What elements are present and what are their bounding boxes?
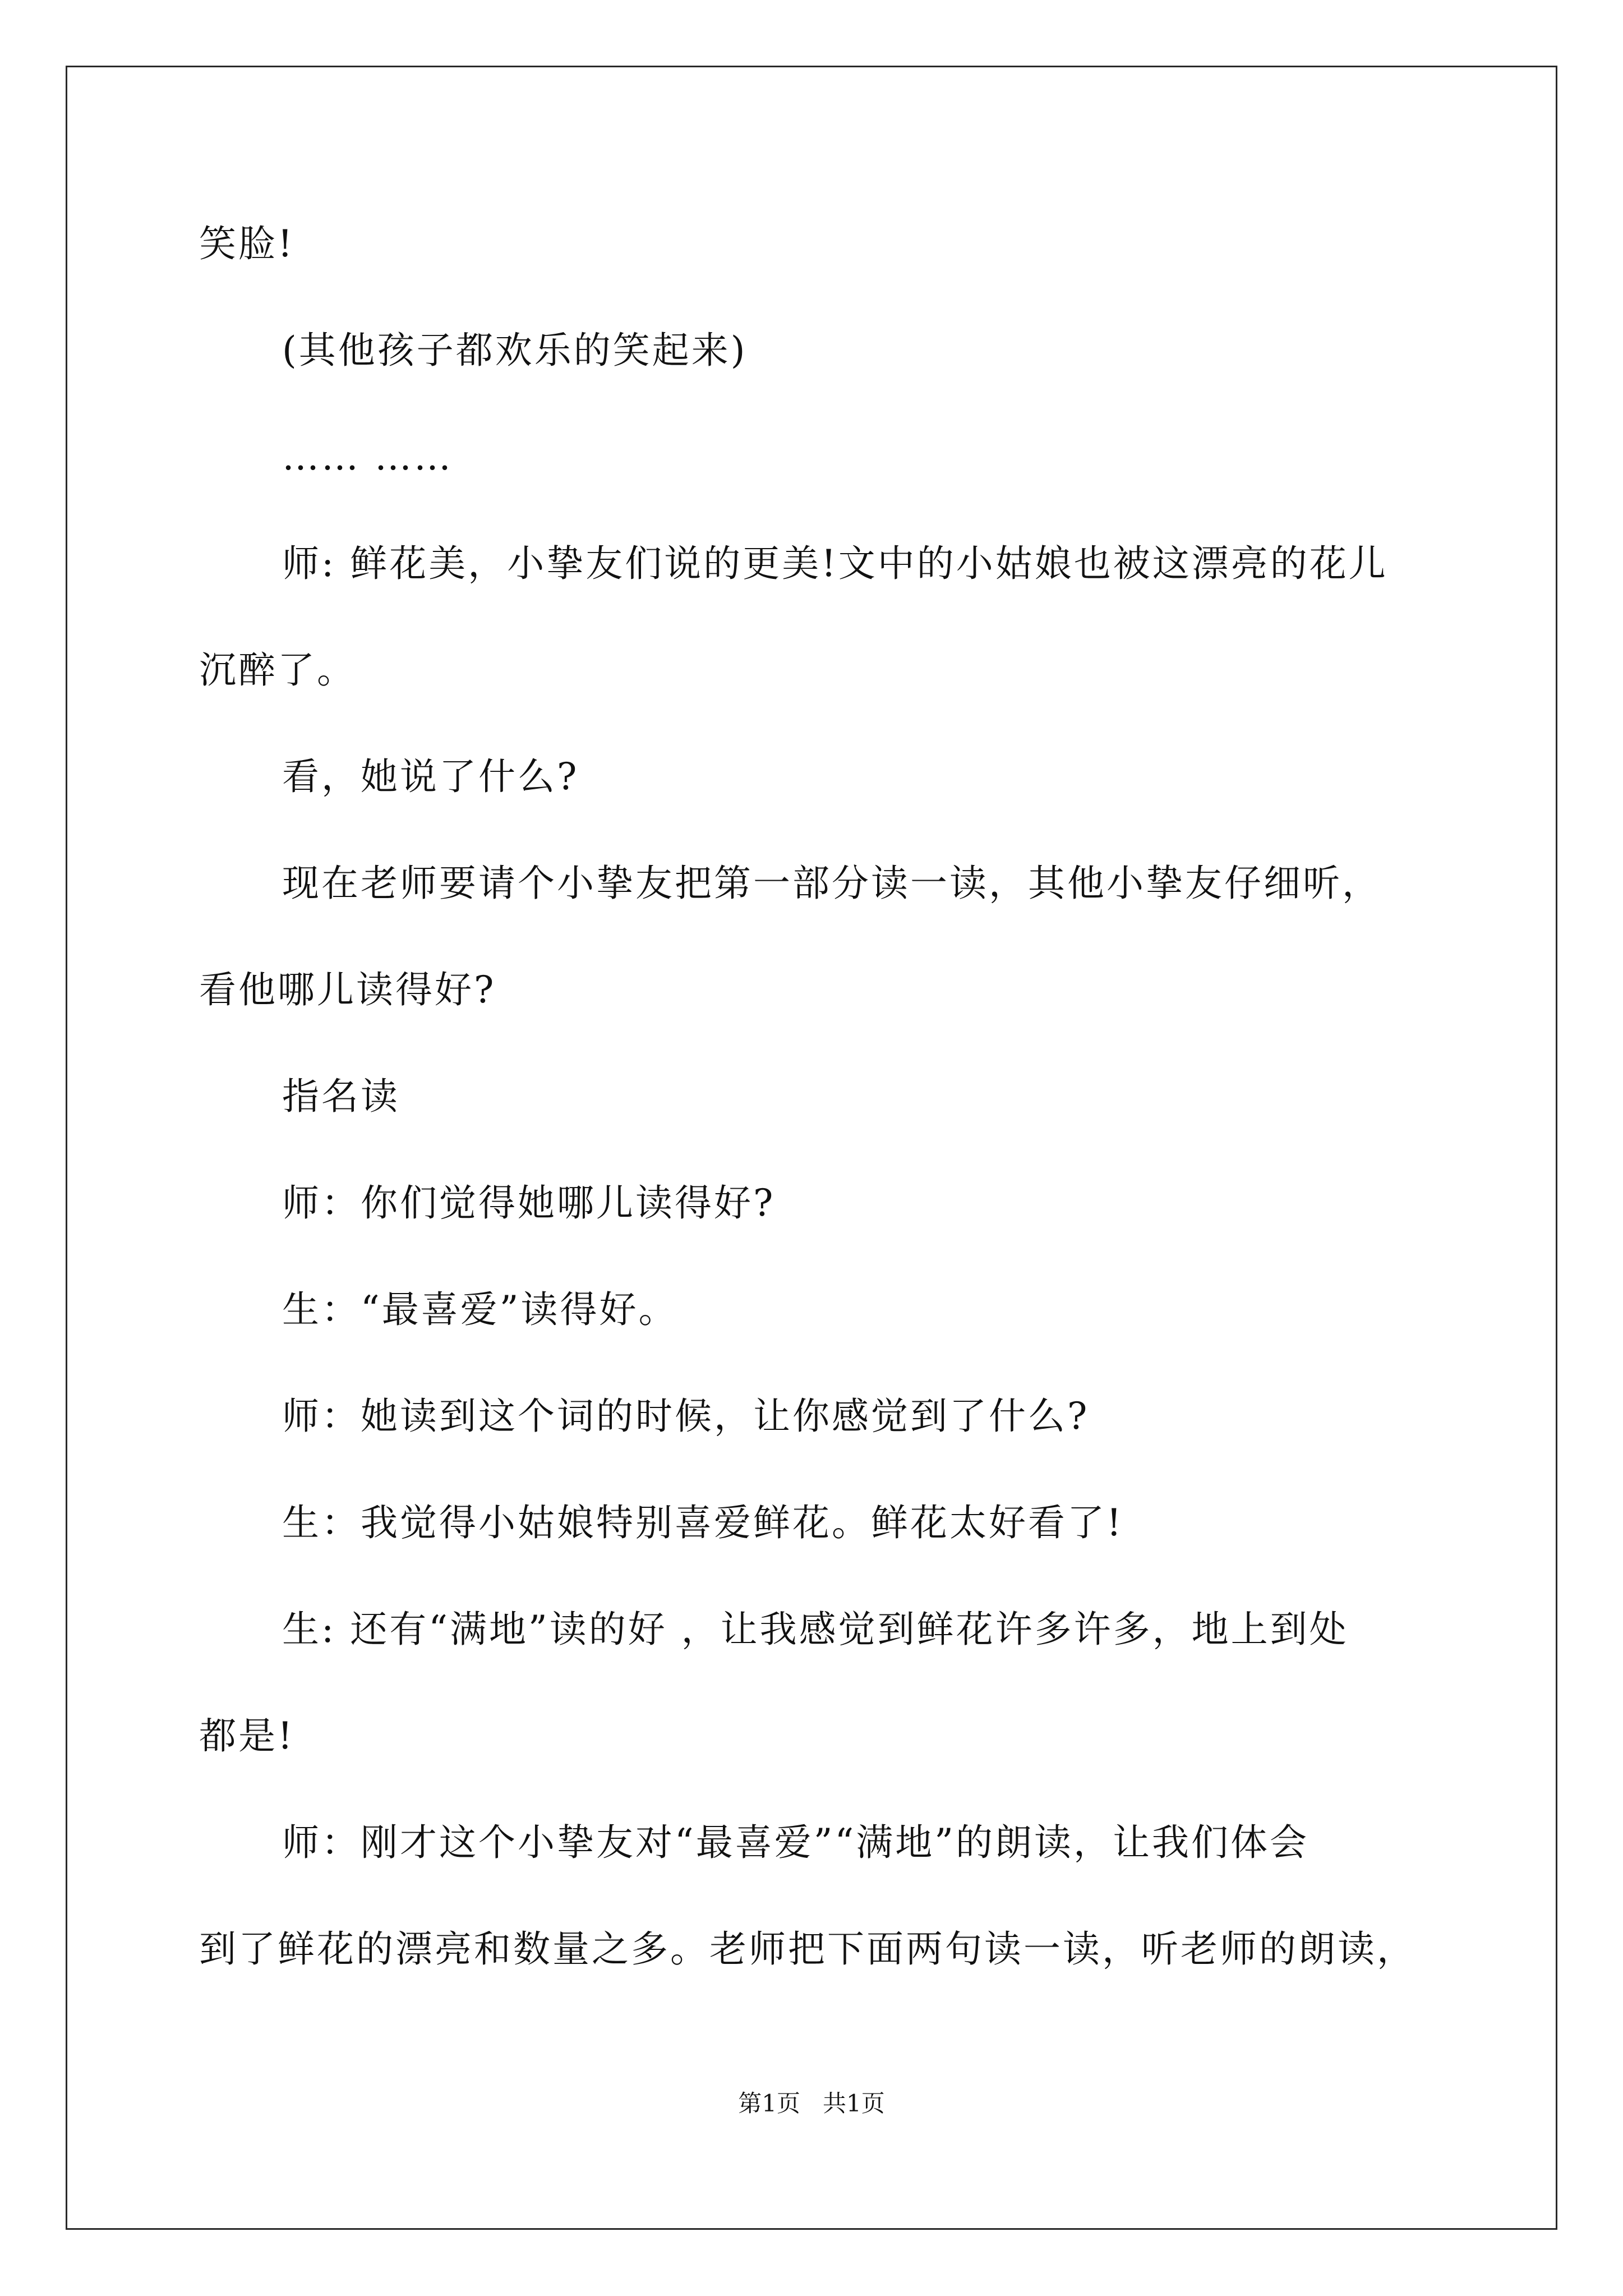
text-line: 笑脸! — [199, 222, 295, 265]
text-line: 师：她读到这个词的时候，让你感觉到了什么? — [282, 1395, 1090, 1438]
text-line: 生：“最喜爱”读得好。 — [282, 1288, 678, 1331]
text-line: (其他孩子都欢乐的笑起来) — [282, 329, 748, 372]
text-line: 师: 鲜花美，小挚友们说的更美!文中的小姑娘也被这漂亮的花儿 — [282, 542, 1388, 585]
page-number: 第1页 共1页 — [738, 2090, 885, 2117]
text-line: 生：我觉得小姑娘特别喜爱鲜花。鲜花太好看了! — [282, 1501, 1124, 1544]
text-line: 指名读 — [282, 1075, 400, 1118]
text-line: 看，她说了什么? — [282, 755, 579, 798]
text-line: 看他哪儿读得好? — [199, 968, 496, 1011]
text-line: 到了鲜花的漂亮和数量之多。老师把下面两句读一读，听老师的朗读， — [199, 1927, 1416, 1971]
text-line: 师：你们觉得她哪儿读得好? — [282, 1181, 776, 1225]
text-line: 师：刚才这个小挚友对“最喜爱”“满地”的朗读，让我们体会 — [282, 1821, 1309, 1864]
text-line: 沉醉了。 — [199, 648, 356, 692]
page-border — [66, 66, 1557, 2230]
text-line: …… …… — [282, 435, 453, 478]
text-line: 生: 还有“满地”读的好 ，让我感觉到鲜花许多许多，地上到处 — [282, 1608, 1349, 1651]
text-line: 现在老师要请个小挚友把第一部分读一读，其他小挚友仔细听， — [282, 862, 1381, 905]
text-line: 都是! — [199, 1714, 295, 1757]
